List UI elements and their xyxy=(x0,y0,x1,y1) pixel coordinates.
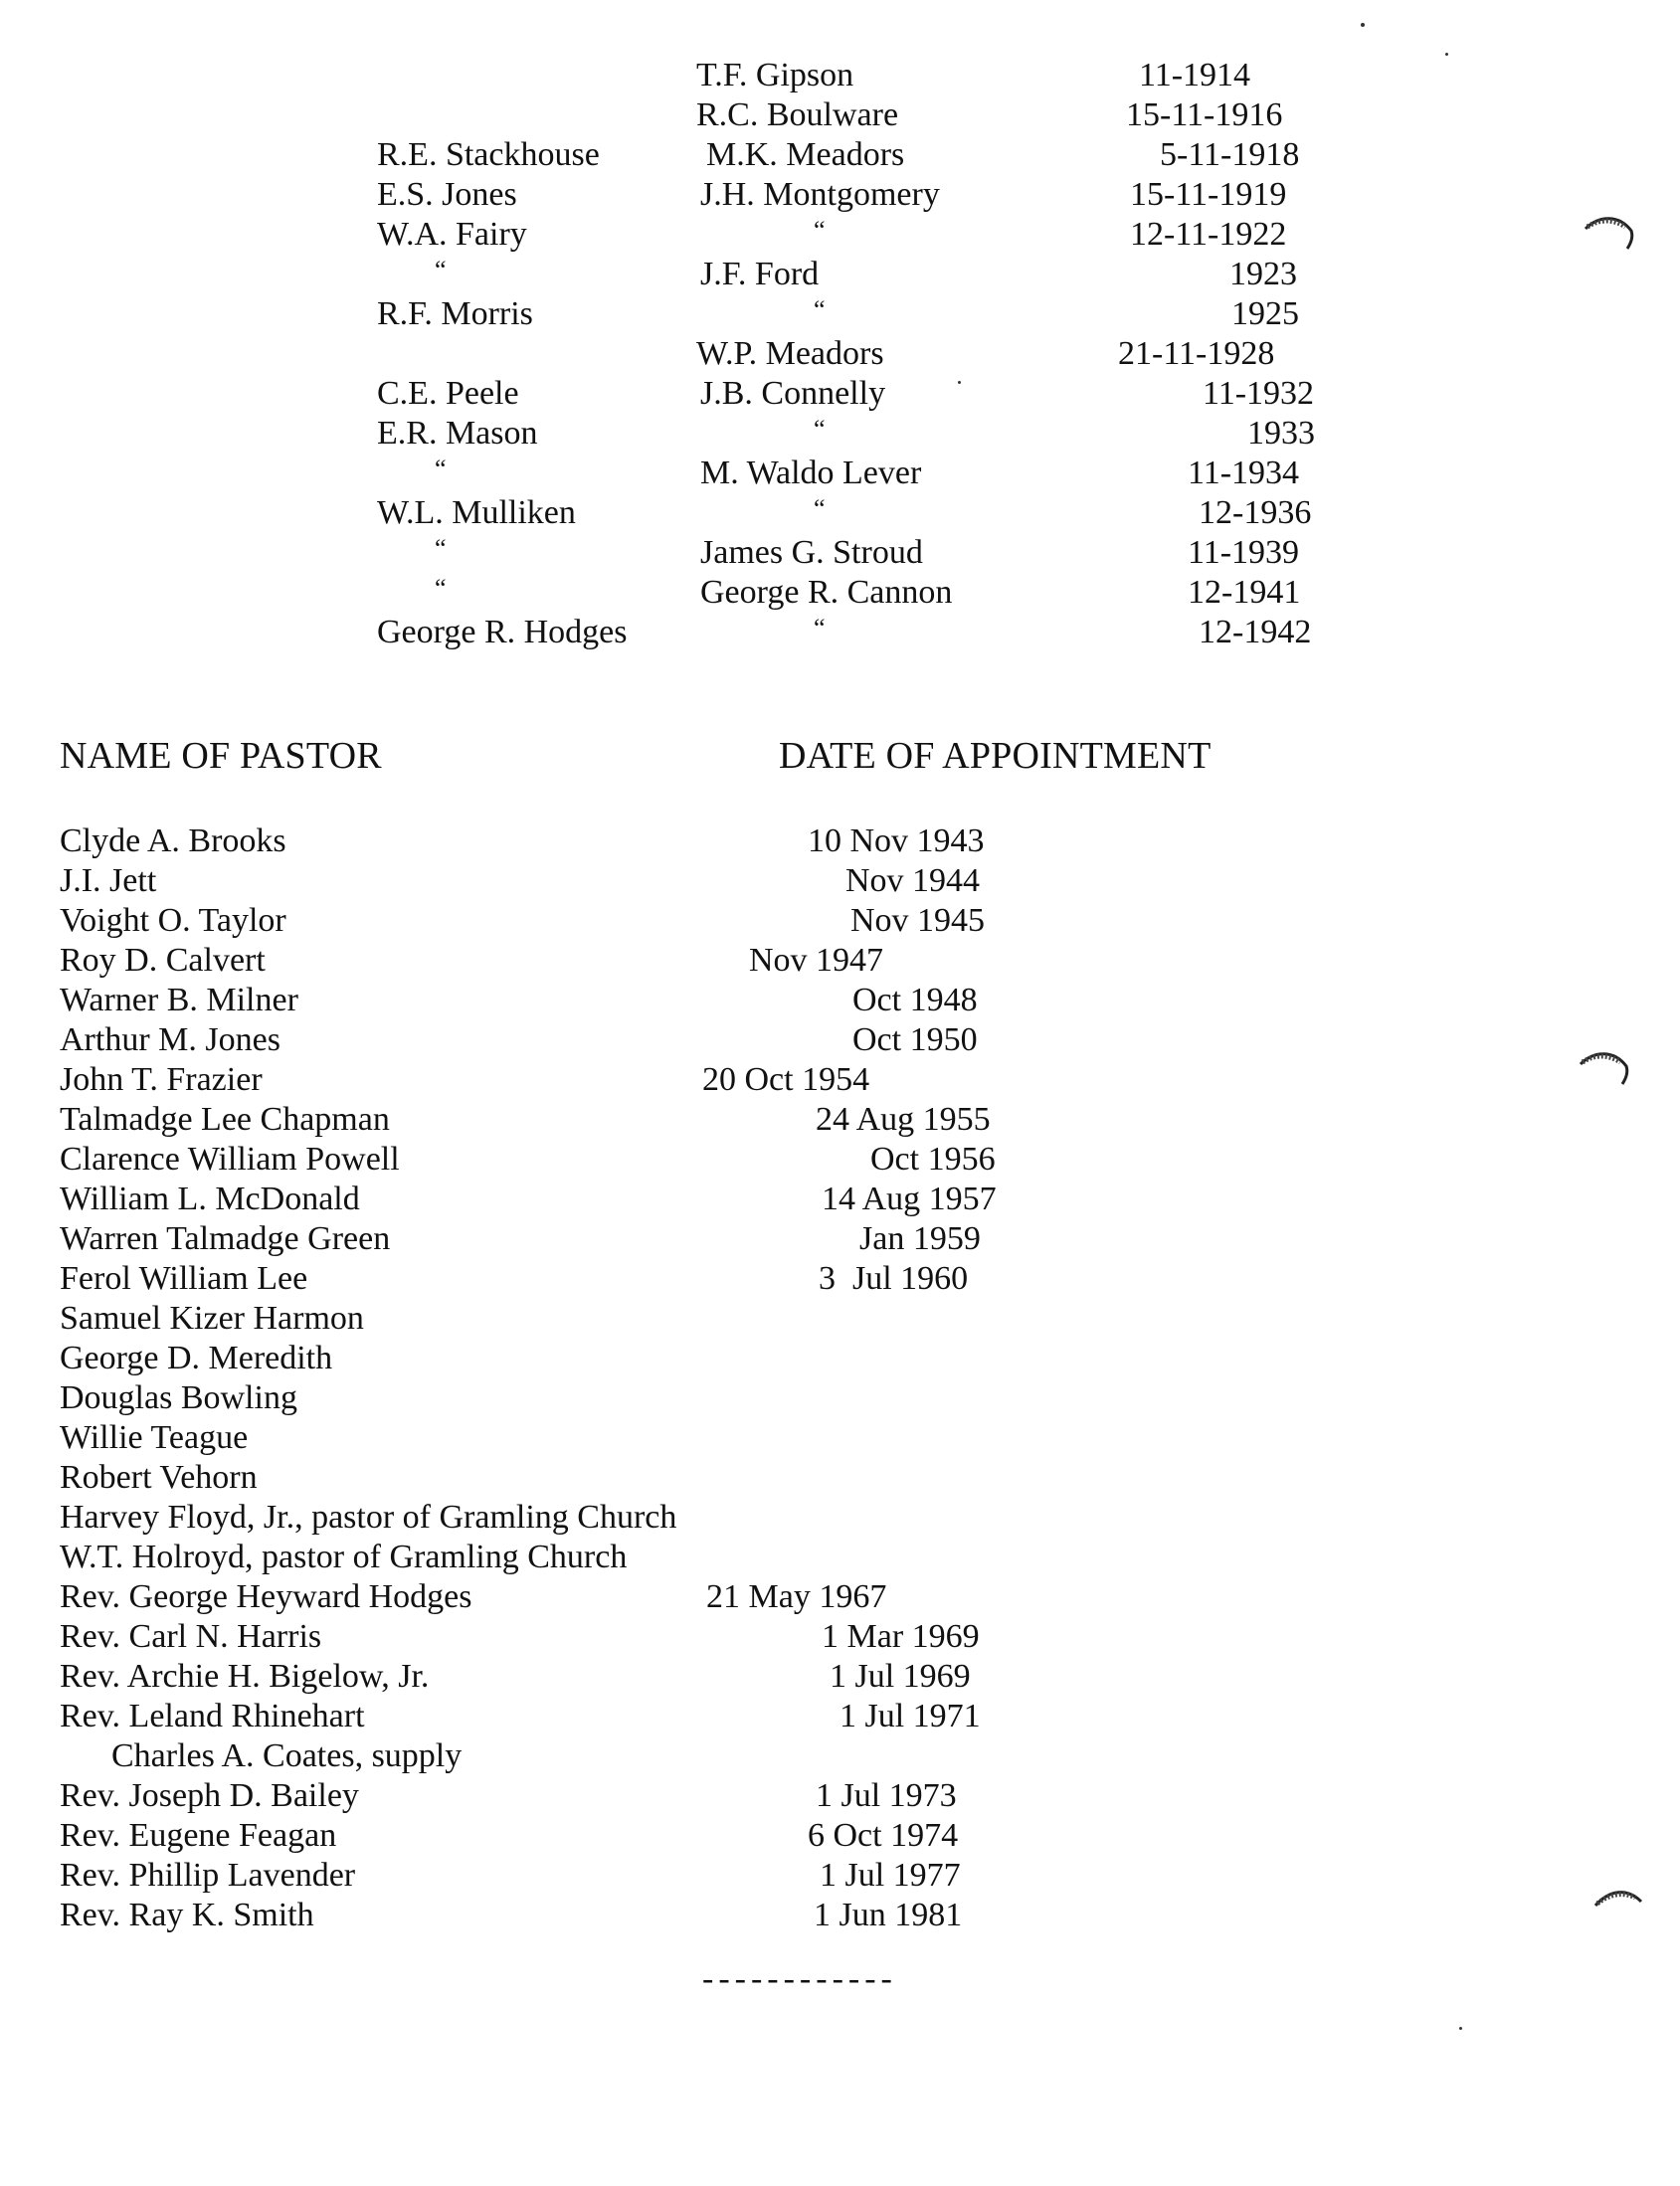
early-left-name: “ xyxy=(435,574,447,603)
early-left-name: W.A. Fairy xyxy=(377,216,527,253)
pastor-name: Arthur M. Jones xyxy=(60,1021,280,1058)
binder-hole-mark-icon xyxy=(1582,209,1641,259)
pastor-name: Harvey Floyd, Jr., pastor of Gramling Church xyxy=(60,1499,677,1536)
pastor-name: W.T. Holroyd, pastor of Gramling Church xyxy=(60,1539,628,1575)
pastor-name: J.I. Jett xyxy=(60,862,157,899)
early-right-name: James G. Stroud xyxy=(700,534,923,571)
early-left-name: “ xyxy=(435,534,447,563)
early-left-name: R.F. Morris xyxy=(377,295,533,332)
early-date: 12-1942 xyxy=(1199,614,1312,650)
early-left-name: R.E. Stackhouse xyxy=(377,136,600,173)
appointment-date: 1 Jul 1969 xyxy=(830,1658,971,1695)
pastor-name: John T. Frazier xyxy=(60,1061,263,1098)
appointment-date: Jan 1959 xyxy=(859,1220,981,1257)
early-right-name: “ xyxy=(814,295,826,324)
appointment-date: 1 Jul 1971 xyxy=(840,1698,981,1734)
pastor-name: Talmadge Lee Chapman xyxy=(60,1101,390,1138)
early-left-name: George R. Hodges xyxy=(377,614,628,650)
appointment-date: 24 Aug 1955 xyxy=(816,1101,991,1138)
early-date: 11-1934 xyxy=(1188,455,1300,491)
appointment-date: Nov 1945 xyxy=(850,902,986,939)
early-right-name: J.B. Connelly xyxy=(700,375,886,412)
early-left-name: C.E. Peele xyxy=(377,375,519,412)
binder-hole-mark-icon xyxy=(1577,1044,1636,1094)
pastor-name: Voight O. Taylor xyxy=(60,902,286,939)
early-right-name: George R. Cannon xyxy=(700,574,953,611)
scan-speck xyxy=(958,381,961,384)
early-date: 12-11-1922 xyxy=(1130,216,1287,253)
pastor-name: Warren Talmadge Green xyxy=(60,1220,391,1257)
early-date: 12-1936 xyxy=(1199,494,1312,531)
early-date: 21-11-1928 xyxy=(1118,335,1275,372)
early-date: 11-1939 xyxy=(1188,534,1300,571)
early-right-name: “ xyxy=(814,614,826,642)
early-date: 1925 xyxy=(1231,295,1299,332)
early-date: 11-1914 xyxy=(1139,57,1251,93)
pastor-name: Robert Vehorn xyxy=(60,1459,258,1496)
early-right-name: “ xyxy=(814,216,826,245)
appointment-date: Oct 1956 xyxy=(870,1141,996,1178)
pastor-name: Willie Teague xyxy=(60,1419,249,1456)
appointment-date: 14 Aug 1957 xyxy=(822,1181,997,1217)
pastor-name: Rev. Ray K. Smith xyxy=(60,1897,314,1933)
early-right-name: “ xyxy=(814,494,826,523)
early-date: 1923 xyxy=(1229,256,1297,292)
appointment-date: Nov 1944 xyxy=(845,862,981,899)
appointment-date: 3 Jul 1960 xyxy=(819,1260,969,1297)
binder-hole-mark-icon xyxy=(1591,1880,1651,1929)
pastor-name: Ferol William Lee xyxy=(60,1260,308,1297)
appointment-date: 6 Oct 1974 xyxy=(808,1817,959,1854)
early-date: 1933 xyxy=(1247,415,1315,452)
early-left-name: “ xyxy=(435,256,447,284)
appointment-date: 1 Jun 1981 xyxy=(814,1897,963,1933)
pastor-name: Warner B. Milner xyxy=(60,982,298,1018)
pastor-name: Douglas Bowling xyxy=(60,1379,297,1416)
appointment-date: Oct 1948 xyxy=(852,982,978,1018)
pastor-name: Charles A. Coates, supply xyxy=(111,1737,463,1774)
appointment-date: 1 Mar 1969 xyxy=(822,1618,980,1655)
pastor-name: Rev. Archie H. Bigelow, Jr. xyxy=(60,1658,430,1695)
pastor-name: Clarence William Powell xyxy=(60,1141,400,1178)
early-left-name: W.L. Mulliken xyxy=(377,494,576,531)
appointment-date: 21 May 1967 xyxy=(706,1578,887,1615)
early-right-name: T.F. Gipson xyxy=(696,57,854,93)
early-right-name: J.F. Ford xyxy=(700,256,820,292)
appointment-date: Oct 1950 xyxy=(852,1021,978,1058)
pastor-name: Rev. George Heyward Hodges xyxy=(60,1578,472,1615)
appointment-date: 1 Jul 1973 xyxy=(816,1777,957,1814)
early-right-name: W.P. Meadors xyxy=(696,335,884,372)
date-of-appointment-heading: DATE OF APPOINTMENT xyxy=(779,735,1212,777)
early-date: 5-11-1918 xyxy=(1160,136,1300,173)
pastor-name: Rev. Eugene Feagan xyxy=(60,1817,337,1854)
closing-divider: ------------ xyxy=(702,1960,897,1997)
pastor-name: Rev. Joseph D. Bailey xyxy=(60,1777,359,1814)
early-date: 12-1941 xyxy=(1188,574,1301,611)
early-left-name: E.R. Mason xyxy=(377,415,538,452)
appointment-date: 1 Jul 1977 xyxy=(820,1857,961,1894)
pastor-name: Roy D. Calvert xyxy=(60,942,266,979)
appointment-date: 10 Nov 1943 xyxy=(808,822,985,859)
pastor-name: William L. McDonald xyxy=(60,1181,360,1217)
early-date: 11-1932 xyxy=(1203,375,1315,412)
scan-speck xyxy=(1459,2027,1462,2030)
pastor-name: Rev. Phillip Lavender xyxy=(60,1857,356,1894)
early-left-name: “ xyxy=(435,455,447,483)
early-date: 15-11-1919 xyxy=(1130,176,1287,213)
pastor-name: Samuel Kizer Harmon xyxy=(60,1300,364,1337)
early-right-name: J.H. Montgomery xyxy=(700,176,940,213)
early-right-name: M. Waldo Lever xyxy=(700,455,922,491)
appointment-date: 20 Oct 1954 xyxy=(702,1061,870,1098)
scan-speck xyxy=(1445,53,1448,56)
early-left-name: E.S. Jones xyxy=(377,176,517,213)
early-right-name: M.K. Meadors xyxy=(706,136,905,173)
pastor-name: Rev. Carl N. Harris xyxy=(60,1618,322,1655)
pastor-name: Rev. Leland Rhinehart xyxy=(60,1698,365,1734)
early-right-name: R.C. Boulware xyxy=(696,96,899,133)
pastor-name: Clyde A. Brooks xyxy=(60,822,286,859)
early-right-name: “ xyxy=(814,415,826,444)
scan-speck xyxy=(1361,23,1365,27)
early-date: 15-11-1916 xyxy=(1126,96,1283,133)
name-of-pastor-heading: NAME OF PASTOR xyxy=(60,735,382,777)
pastor-name: George D. Meredith xyxy=(60,1340,333,1376)
appointment-date: Nov 1947 xyxy=(749,942,884,979)
